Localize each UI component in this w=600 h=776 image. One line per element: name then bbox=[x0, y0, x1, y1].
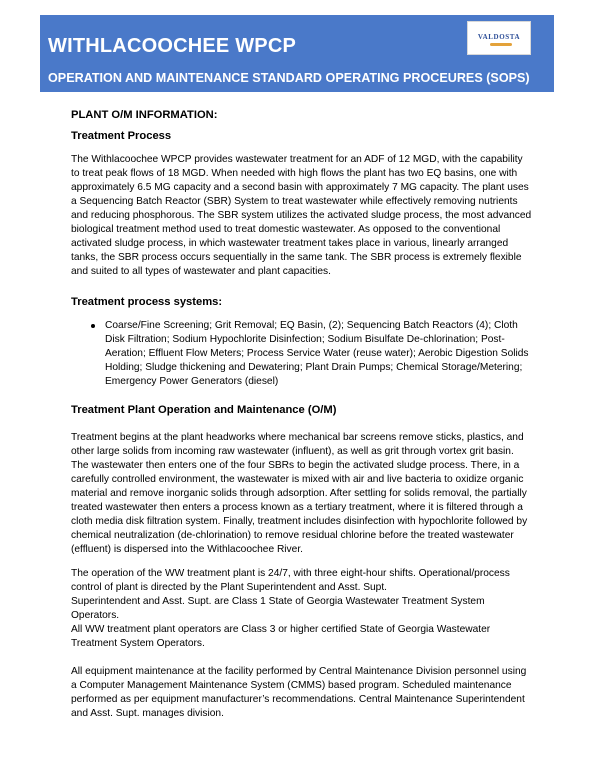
operations-line: The operation of the WW treatment plant is 24/7, with three eight-hour shifts. Operational/process control of plant is directed by the Plant Superintendent and Asst. Supt. bbox=[71, 568, 510, 593]
document-title: WITHLACOOCHEE WPCP bbox=[48, 35, 297, 57]
plant-info-heading: PLANT O/M INFORMATION: bbox=[71, 109, 218, 121]
list-item bbox=[91, 319, 533, 389]
maintenance-paragraph: All equipment maintenance at the facility performed by Central Maintenance Division personnel using a Computer Management Maintenance System (CMMS) based program. Scheduled maintenance performed as per equipment manufacturer’s recommendations. Central Maintenance Superintendent and Asst. Supt. manages division. bbox=[71, 666, 527, 719]
process-systems-text: Coarse/Fine Screening; Grit Removal; EQ Basin, (2); Sequencing Batch Reactors (4); Cloth Disk Filtration; Sodium Hypochlorite Disinfection; Sodium Bisulfate De-chlorination; Post-Aeration; Effluent Flow Meters; Process Service Water (reuse water); Aerobic Digestion Solids Holding; Sludge thickening and Dewatering; Plant Drain Pumps; Chemical Storage/Metering; Emergency Power Generators (diesel) bbox=[105, 320, 529, 387]
title-banner bbox=[40, 15, 554, 92]
operations-line: All WW treatment plant operators are Class 3 or higher certified State of Georgia Wastewater Treatment System Operators. bbox=[71, 624, 491, 649]
process-systems-list bbox=[71, 319, 533, 389]
bullet-icon bbox=[91, 324, 95, 328]
treatment-process-heading: Treatment Process bbox=[71, 130, 172, 142]
logo-swoosh-icon bbox=[490, 43, 512, 46]
valdosta-logo bbox=[467, 21, 531, 55]
logo-wordmark: VALDOSTA bbox=[477, 33, 521, 41]
document-body bbox=[71, 108, 533, 721]
document-subtitle: OPERATION AND MAINTENANCE STANDARD OPERATING PROCEURES (SOPS) bbox=[48, 71, 530, 85]
treatment-process-paragraph: The Withlacoochee WPCP provides wastewater treatment for an ADF of 12 MGD, with the capability to treat peak flows of 18 MGD. When needed with high flows the plant has two EQ basins, one with approximately 6.5 MG capacity and a second basin with approximately 7 MG capacity. The plant uses a Sequencing Batch Reactor (SBR) System to treat wastewater while effectively removing nutrients and reducing phosphorous. The SBR system utilizes the activated sludge process, the most advanced biological treatment method used to treat domestic wastewater. As opposed to the conventional activated sludge process, in which wastewater treatment takes place in various, linearly arranged tanks, the SBR process occurs sequentially in the same tank. The SBR process is extremely flexible and suited to all types of wastewater and plant capacities. bbox=[71, 154, 532, 277]
operations-line: Superintendent and Asst. Supt. are Class 1 State of Georgia Wastewater Treatment System Operators. bbox=[71, 596, 485, 621]
treatment-steps-paragraph: Treatment begins at the plant headworks where mechanical bar screens remove sticks, plastics, and other large solids from incoming raw wastewater (influent), as well as grit through vortex grit basin. The wastewater then enters one of the four SBRs to begin the activated sludge process. There, in a carefully controlled environment, the wastewater is mixed with air and live bacteria to oxidize organic material and remove inorganic solids through adsorption. After settling for solids removal, the partially treated wastewater then enters a process known as a tertiary treatment, where it is filtered through a cloth media disk filtration system. Finally, treatment includes disinfection with hypochlorite followed by chemical neutralization (de-chlorination) to remove residual chlorine before the treated wastewater (effluent) is dispersed into the Withlacoochee River. bbox=[71, 432, 528, 555]
operation-maintenance-heading: Treatment Plant Operation and Maintenance (O/M) bbox=[71, 404, 337, 416]
process-systems-heading: Treatment process systems: bbox=[71, 296, 223, 308]
